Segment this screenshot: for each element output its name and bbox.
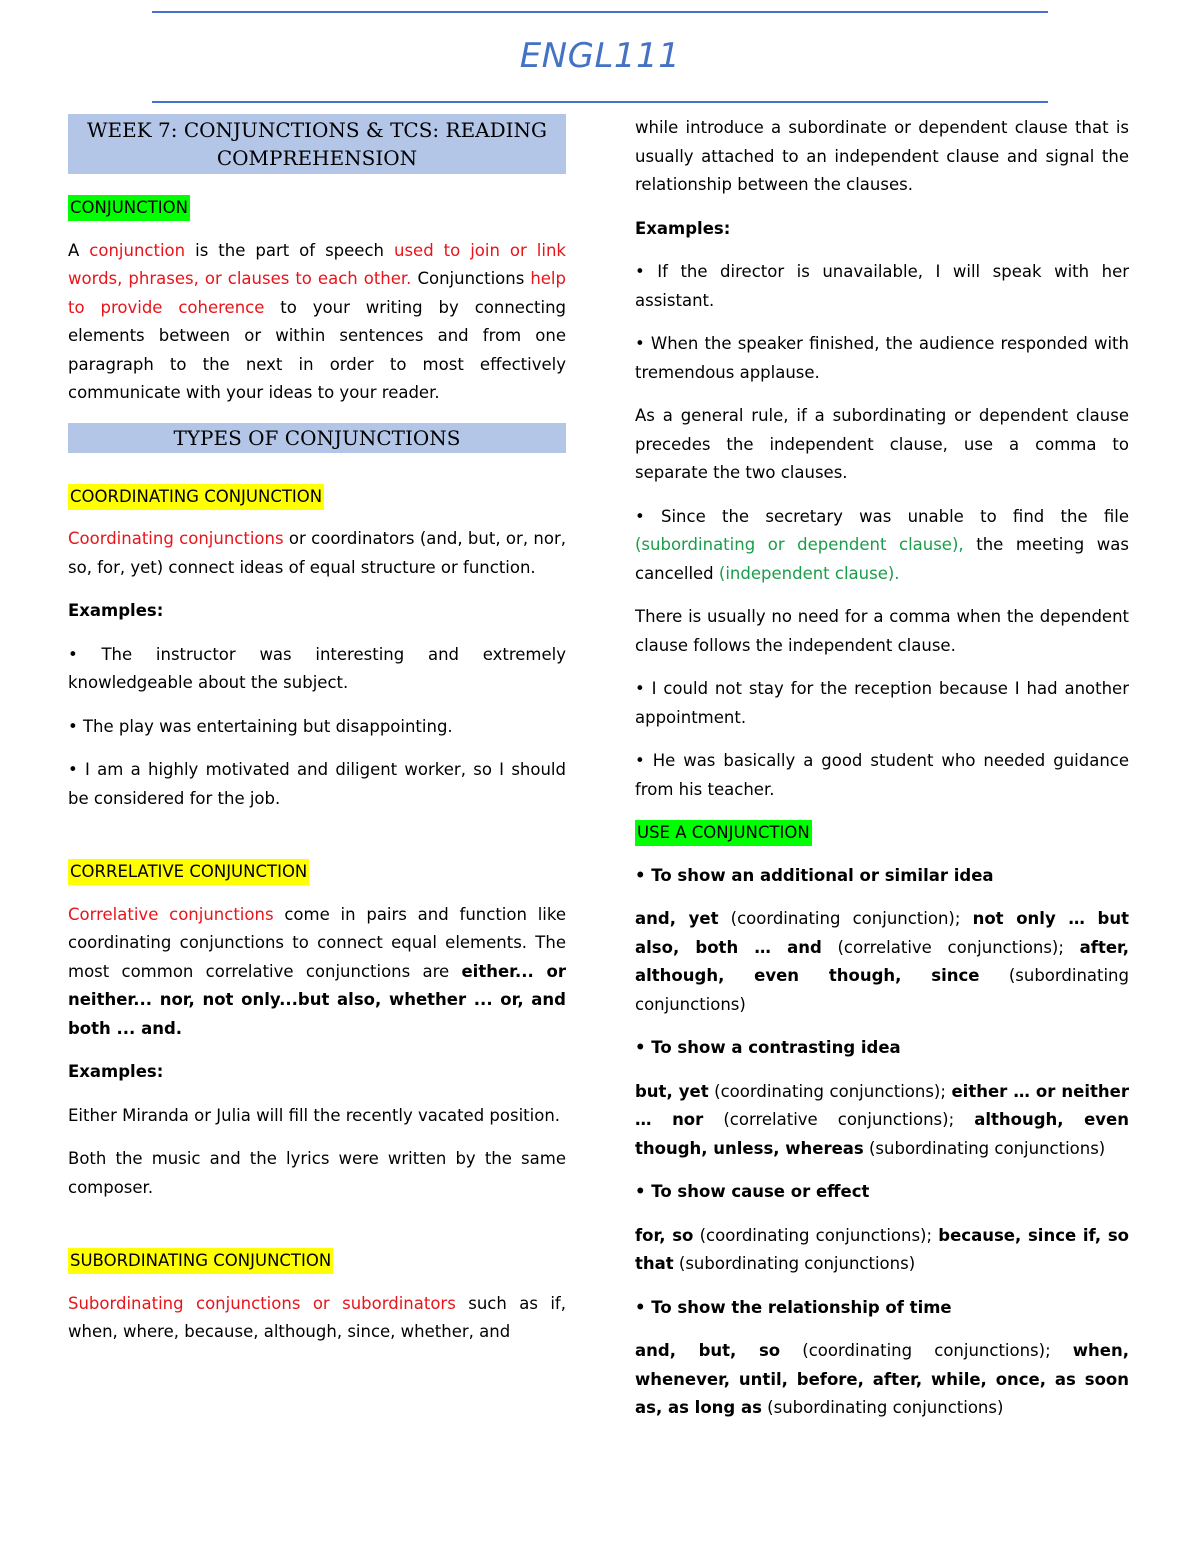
usage-heading: • To show the relationship of time xyxy=(635,1297,952,1317)
examples-label: Examples: xyxy=(68,1062,164,1081)
usage-detail: for, so (coordinating conjunctions); because, since if, so that (subordinating conjunctions) xyxy=(635,1225,1129,1273)
header-rule-bottom xyxy=(152,101,1048,103)
examples-label: Examples: xyxy=(635,218,731,238)
coordinating-definition: Coordinating conjunctions or coordinators (and, but, or, nor, so, for, yet) connect ideas of equal structure or function. xyxy=(68,529,566,577)
list-item: • When the speaker finished, the audience responded with tremendous applause. xyxy=(635,334,1129,382)
section-label-use: USE A CONJUNCTION xyxy=(635,819,1129,848)
subordinating-continued: while introduce a subordinate or dependent clause that is usually attached to an independent clause and signal the relationship between the clauses. xyxy=(635,118,1129,194)
usage-detail: and, but, so (coordinating conjunctions); when, whenever, until, before, after, while, once, as soon as, as long as (subordinating conjunctions) xyxy=(635,1341,1129,1417)
list-item: • The instructor was interesting and extremely knowledgeable about the subject. xyxy=(68,644,566,692)
left-column xyxy=(68,114,566,1362)
header-rule-top xyxy=(152,11,1048,13)
right-column xyxy=(635,114,1129,1438)
types-heading: TYPES OF CONJUNCTIONS xyxy=(68,423,566,453)
page-title: WEEK 7: CONJUNCTIONS & TCS: READING COMPREHENSION xyxy=(68,114,566,174)
list-item: • The play was entertaining but disappointing. xyxy=(68,716,453,736)
list-item: Both the music and the lyrics were written by the same composer. xyxy=(68,1149,566,1197)
section-label-correlative: CORRELATIVE CONJUNCTION xyxy=(68,858,566,887)
no-comma-rule: There is usually no need for a comma when the dependent clause follows the independent clause. xyxy=(635,607,1129,655)
section-label-subordinating: SUBORDINATING CONJUNCTION xyxy=(68,1247,566,1276)
usage-heading: • To show an additional or similar idea xyxy=(635,865,994,885)
list-item: • Since the secretary was unable to find the file (subordinating or dependent clause), the meeting was cancelled (independent clause). xyxy=(635,506,1129,583)
list-item: • He was basically a good student who needed guidance from his teacher. xyxy=(635,751,1129,799)
list-item: • I am a highly motivated and diligent worker, so I should be considered for the job. xyxy=(68,760,566,808)
list-item: • I could not stay for the reception because I had another appointment. xyxy=(635,679,1129,727)
examples-label: Examples: xyxy=(68,601,164,620)
correlative-definition: Correlative conjunctions come in pairs and function like coordinating conjunctions to connect equal elements. The most common correlative conjunctions are either... or neither... nor, not only...but also, whether ... or, and both ... and. xyxy=(68,904,566,1038)
list-item: • If the director is unavailable, I will speak with her assistant. xyxy=(635,262,1129,310)
usage-detail: but, yet (coordinating conjunctions); either … or neither … nor (correlative conjunctions); although, even though, unless, whereas (subordinating conjunctions) xyxy=(635,1081,1129,1158)
section-label-coordinating: COORDINATING CONJUNCTION xyxy=(68,483,566,512)
list-item: Either Miranda or Julia will fill the recently vacated position. xyxy=(68,1105,561,1125)
comma-rule: As a general rule, if a subordinating or dependent clause precedes the independent clause, use a comma to separate the two clauses. xyxy=(635,406,1129,482)
subordinating-definition: Subordinating conjunctions or subordinators such as if, when, where, because, although, since, whether, and xyxy=(68,1293,566,1341)
usage-detail: and, yet (coordinating conjunction); not only … but also, both … and (correlative conjunctions); after, although, even though, since (subordinating conjunctions) xyxy=(635,909,1130,1014)
usage-heading: • To show cause or effect xyxy=(635,1182,870,1201)
section-label-conjunction: CONJUNCTION xyxy=(68,194,566,223)
usage-heading: • To show a contrasting idea xyxy=(635,1038,901,1057)
conjunction-definition: A conjunction is the part of speech used to join or link words, phrases, or clauses to each other. Conjunctions help to provide coherence to your writing by connecting elements between or within sentences and from one paragraph to the next in order to most effectively communicate with your ideas to your reader. xyxy=(68,240,567,402)
course-code: ENGL111 xyxy=(519,36,681,76)
